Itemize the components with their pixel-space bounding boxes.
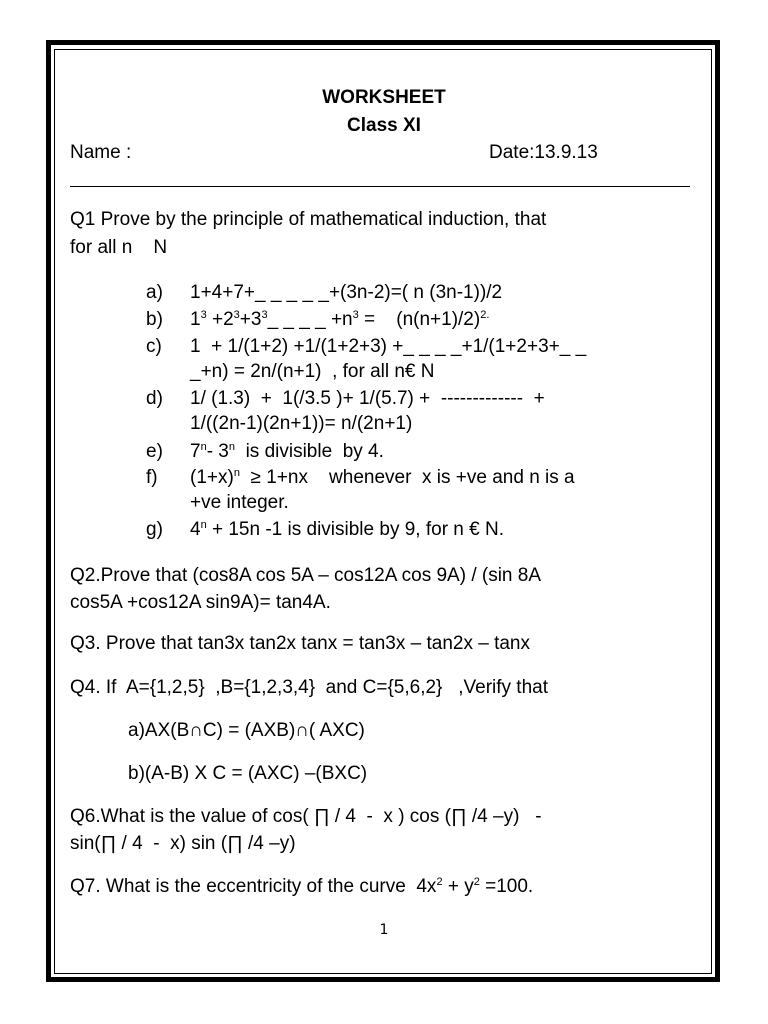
q1c-line1: 1 + 1/(1+2) +1/(1+2+3) +_ _ _ _+1/(1+2+3+_ _ [190, 336, 587, 357]
q6-line1: Q6.What is the value of cos( ∏ / 4 - x ) cos (∏ /4 –y) - [70, 806, 542, 827]
q1c-label: c) [146, 336, 162, 357]
q4-line1: Q4. If A={1,2,5} ,B={1,2,3,4} and C={5,6,2} ,Verify that [70, 677, 548, 698]
q1c-line2: _+n) = 2n/(n+1) , for all n€ N [190, 361, 435, 382]
q1b-text: $1^3$ $+2^3+3^3\_$ _ _ _ $+n^3$ = $(n(n+1)/2)^{2.}$ [190, 309, 490, 330]
q1d-line1: 1/ (1.3) + 1(/3.5 )+ 1/(5.7) + ------------- + [190, 388, 545, 409]
q1-line1: Q1 Prove by the principle of mathematical induction, that [70, 209, 547, 230]
q3-text: Q3. Prove that tan3x tan2x tanx = tan3x – tan2x – tanx [70, 633, 530, 654]
q1g-label: g) [146, 519, 163, 540]
q1-line2: for all n N [70, 237, 168, 258]
name-label: Name : [70, 142, 132, 163]
class-title: Class XI [347, 115, 421, 136]
worksheet-title: WORKSHEET [322, 87, 446, 108]
q1d-label: d) [146, 388, 163, 409]
q2-line2: cos5A +cos12A sin9A)= tan4A. [70, 592, 331, 613]
q1f-line2: +ve integer. [190, 492, 289, 513]
q4-b: b)(A-B) X C = (AXC) –(BXC) [128, 763, 368, 784]
q1g-text: $4^n + 15n$ -1 is divisible by 9, for n € N. [190, 519, 504, 540]
q1a-text: 1+4+7+_ _ _ _ _+(3n-2)=( n (3n-1))/2 [190, 282, 503, 303]
q1e-text: 7$^n$- 3$^n$ is divisible by 4. [190, 441, 384, 462]
q1d-line2: 1/((2n-1)(2n+1))= n/(2n+1) [190, 413, 413, 434]
q1f-label: f) [146, 467, 158, 488]
date-label: Date:13.9.13 [489, 142, 598, 163]
q2-line1: Q2.Prove that (cos8A cos 5A – cos12A cos 9A) / (sin 8A [70, 565, 542, 586]
q1f-line1: $(1+x)^n \ge 1+nx$ whenever x is +ve and n is a [190, 467, 575, 488]
q6-line2: sin(∏ / 4 - x) sin (∏ /4 –y) [70, 833, 296, 854]
header-divider [70, 186, 690, 187]
q1b-label: b) [146, 309, 163, 330]
q1e-label: e) [146, 441, 163, 462]
q1a-label: a) [146, 282, 163, 303]
q7-text: Q7. What is the eccentricity of the curve $4x^2 + y^2 =100$. [70, 876, 534, 897]
page-number: 1 [379, 922, 389, 938]
q4-a: a)AX(B∩C) = (AXB)∩( AXC) [128, 720, 365, 741]
